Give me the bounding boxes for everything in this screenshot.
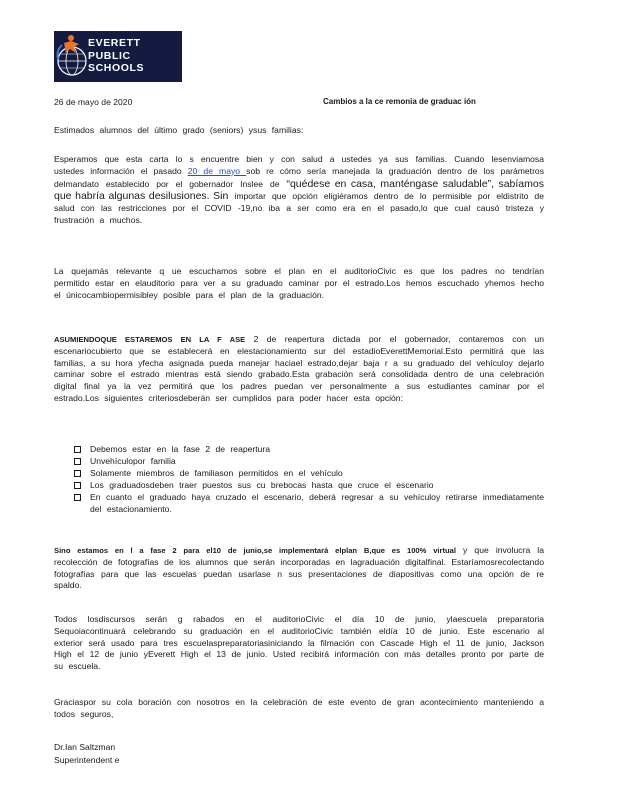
- paragraph-1: [54, 154, 550, 227]
- paragraph-1-text-a: Esperamos que esta carta lo s encuentre bien y con salud a ustedes ya sus familias. Cuando lesenviamosa ustedes información el pasado: [54, 154, 550, 176]
- checkbox-bullet-icon: [74, 494, 81, 501]
- checkbox-bullet-icon: [74, 470, 81, 477]
- list-item: Debemos estar en la fase 2 de reapertura: [74, 443, 544, 455]
- logo-line-2: PUBLIC: [88, 49, 131, 62]
- paragraph-1-text-b: sob re cómo sería manejada la graduación dentro de los parámetros delmandato establecido por el gobernador Inslee de: [54, 165, 550, 189]
- letter-date: 26 de mayo de 2020: [54, 97, 133, 107]
- signature-name: Dr.Ian Saltzman: [54, 742, 116, 752]
- logo-line-1: EVERETT: [88, 37, 141, 49]
- paragraph-1-text-c: importar que opción eligiéramos dentro de lo permisible por eldistrito de salud con las restricciones por el COVID -19,no iba a ser como era en el pasado,lo que cual causó tristeza y frustración a muchos.: [54, 191, 550, 225]
- logo-line-3: SCHOOLS: [88, 62, 145, 74]
- paragraph-3: [54, 334, 550, 405]
- paragraph-6: Graciaspor su cola boración con nosotros en la celebración de este evento de gran acontecimiento manteniendo a todos seguros,: [54, 697, 550, 719]
- checkbox-bullet-icon: [74, 458, 81, 465]
- list-item: Solamente miembros de familiason permitidos en el vehículo: [74, 467, 544, 479]
- checkbox-bullet-icon: [74, 482, 81, 489]
- letter-subject: Cambios a la ce remonia de graduac ión: [323, 97, 476, 106]
- paragraph-3-body: 2 de reapertura dictada por el gobernador, contaremos con un escenariocubierto que se establecerá en elestacionamiento sur del estadioEverettMemorial.Esto permitirá que las familias, a su hora yfecha asignada pueda manejar haciael estrado,dejar baja r a su graduado del vehículoy dejarlo caminar sobre el estrado mientras está siendo grabado.Esta grabación será consolidada dentro de una celebración digital final ya la vez permitirá que los padres puedan ver personalmente a sus estudiantes caminar por el estrado.Los siguientes criteriosdeberán ser cumplidos para poder hacer esta opción:: [54, 334, 550, 403]
- paragraph-4-lead: Sino estamos en l a fase 2 para el10 de junio,se implementará elplan B,que es 100% virtual: [54, 546, 456, 555]
- criteria-list: [74, 443, 544, 515]
- paragraph-4-body: y que involucra la recolección de fotografías de los alumnos que serán incorporadas en lagraduación digitalfinal. Estaríamosrecolectando fotografías para que las escuelas puedan usarlase n sus presentaciones de diapositivas como una opción de re spaldo.: [54, 545, 550, 591]
- list-item: Unvehículopor familia: [74, 455, 544, 467]
- paragraph-3-lead: ASUMIENDOQUE ESTAREMOS EN LA F ASE: [54, 335, 246, 344]
- list-item: Los graduadosdeben traer puestos sus cu brebocas hasta que cruce el escenario: [74, 479, 544, 491]
- stay-home-quote: “quédese en casa, manténgase saludable”, sabíamos que habría algunas desilusiones. Sin: [54, 177, 547, 203]
- list-item: En cuanto el graduado haya cruzado el escenario, deberá regresar a su vehículoy retirarse inmediatamente del estacionamiento.: [74, 491, 544, 515]
- logo-wordmark: [88, 37, 144, 75]
- greeting: Estimados alumnos del último grado (seniors) ysus familias:: [54, 125, 304, 135]
- signature-title: Superintendent e: [54, 755, 120, 765]
- paragraph-5: Todos losdiscursos serán g rabados en el auditorioCivic el día 10 de junio, ylaescuela preparatoria Sequoiacontinuará celebrando su graduación en el auditorioCivic también eldía 10 de junio. Este escenario al exterior será usado para tres escuelaspreparatoriasiniciando la filmación con Cascade High el 11 de junio, Jackson High el 12 de junio yEverett High el 13 de junio. Usted recibirá información con más detalles pronto por parte de su escuela.: [54, 614, 550, 672]
- district-logo: [54, 31, 182, 82]
- may-20-link[interactable]: 20 de mayo: [187, 165, 247, 176]
- paragraph-4: [54, 545, 550, 592]
- paragraph-2: La quejamás relevante q ue escuchamos sobre el plan en el auditorioCivic es que los padres no tendrían permitido estar en elauditorio para ver a su graduado caminar por el estrado.Los hemos escuchado yhemos hecho el únicocambiopermisibley posible para el plan de la graduación.: [54, 266, 550, 300]
- checkbox-bullet-icon: [74, 446, 81, 453]
